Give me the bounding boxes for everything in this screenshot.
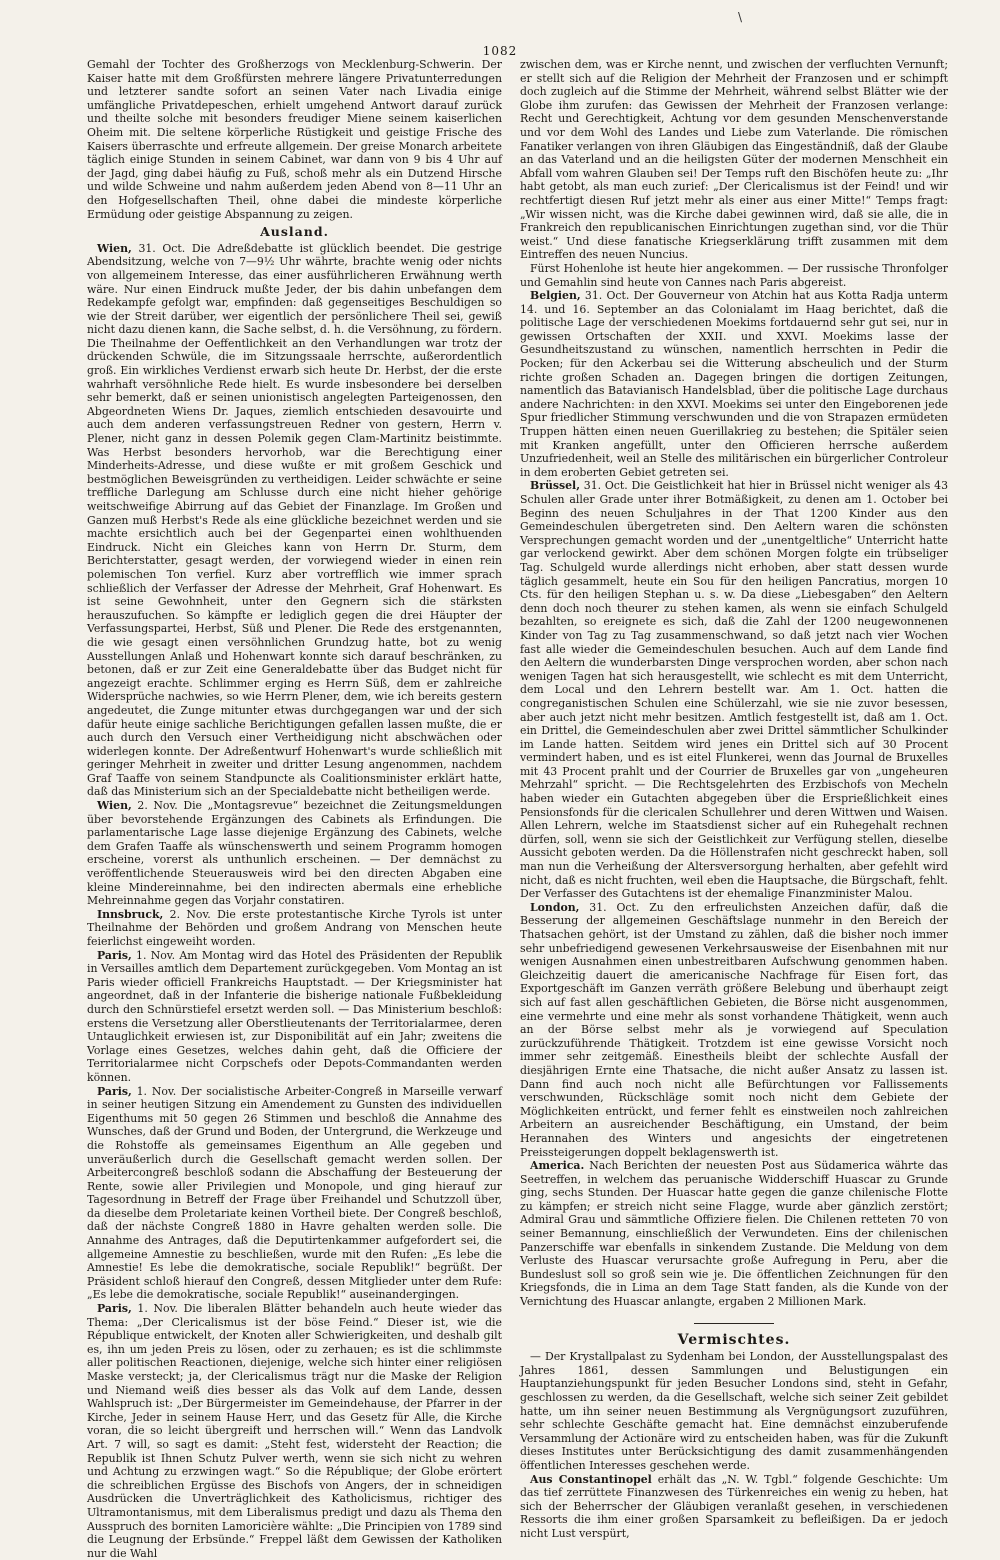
dateline-bruessel: Brüssel, <box>530 479 580 493</box>
article-america <box>520 1159 948 1309</box>
text-wien-1: 31. Oct. Die Adreßdebatte ist glücklich beendet. Die gestrige Abendsitzung, welche von 7—9½ Uhr währte, brachte wenig oder nichts von allgemeinem Interesse, das einer ausführlicheren Erwähnung werth wäre. Nur einen Eindruck mußte Jeder, der bis dahin unbefangen dem Redekampfe gefolgt war, empfinden: daß gegenseitiges Beschuldigen so wie der Streit darüber, wer eigentlich der persönlichere Theil sei, gewiß nicht dazu dienen kann, die Sache selbst, d. h. die Versöhnung, zu fördern. Die Theilnahme der Oeffentlichkeit an den Verhandlungen war trotz der drückenden Schwüle, die im Sitzungssaale herrschte, außerordentlich groß. Ein wirkliches Verdienst erwarb sich heute Dr. Herbst, der die erste wahrhaft versöhnliche Rede hielt. Es wurde insbesondere bei derselben sehr bemerkt, daß er seinen unionistisch angelegten Parteigenossen, den Abgeordneten Wiens Dr. Jaques, ziemlich entschieden desavouirte und auch dem anderen verfassungstreuen Redner von gestern, Herrn v. Plener, nicht ganz in dessen Polemik gegen Clam-Martinitz beistimmte. Was Herbst besonders hervorhob, war die Berechtigung einer Minderheits-Adresse, und diese wußte er mit großem Geschick und bestmöglichen Beweisgründen zu vertheidigen. Leider schwächte er seine treffliche Darlegung am Schlusse durch eine nicht hieher gehörige weitschweifige Abirrung auf das Gebiet der Finanzlage. Im Großen und Ganzen muß Herbst's Rede als eine glückliche bezeichnet werden und sie machte ersichtlich auch bei der Gegenpartei einen wohlthuenden Eindruck. Nicht ein Gleiches kann von Herrn Dr. Sturm, dem Berichterstatter, gesagt werden, der vorwiegend wieder in einen rein polemischen Ton verfiel. Kurz aber vortrefflich wie immer sprach schließlich der Verfasser der Adresse der Mehrheit, Graf Hohenwart. Es ist seine Gewohnheit, unter den Gegnern sich die stärksten herauszufuchen. So kämpfte er lediglich gegen die drei Häupter der Verfassungspartei, Herbst, Süß und Plener. Die Rede des erstgenannten, die wie gesagt einen versöhnlichen Grundzug hatte, bot zu wenig Ausstellungen Anlaß und Hohenwart konnte sich darauf beschränken, zu betonen, daß er zur Zeit eine Generaldebatte über das Budget nicht für angezeigt erachte. Schlimmer erging es Herrn Süß, dem er zahlreiche Widersprüche nachwies, so wie Herrn Plener, dem, wie ich bereits gestern angedeutet, die Zunge mitunter etwas durchgegangen war und der sich dafür heute einige sachliche Berichtigungen gefallen lassen mußte, die er auch durch den Versuch einer Vertheidigung nicht abschwächen oder widerlegen konnte. Der Adreßentwurf Hohenwart's wurde schließlich mit geringer Mehrheit in zweiter und dritter Lesung angenommen, nachdem Graf Taaffe von seinem Standpuncte als Coalitionsminister erklärt hatte, daß das Ministerium sich an der Specialdebatte nicht betheiligen werde. <box>87 241 502 799</box>
text-paris-3: 1. Nov. Die liberalen Blätter behandeln auch heute wieder das Thema: „Der Clericalismus ist der böse Feind.“ Dieser ist, wie die République entwickelt, der Knoten aller Schwierigkeiten, und deshalb gilt es, ihn um jeden Preis zu lösen, oder zu zerhauen; es ist die schlimmste aller politischen Reactionen, diejenige, welche sich hinter einer religiösen Maske versteckt; ja, der Clericalismus trägt nur die Maske der Religion und Niemand weiß dies besser als das Volk auf dem Lande, dessen Wahlspruch ist: „Der Bürgermeister im Gemeindehause, der Pfarrer in der Kirche, Jeder in seinem Hause Herr, und das Gesetz für Alle, die Kirche voran, die so leicht übergreift und herrschen will.“ Wenn das Landvolk Art. 7 will, so sagt es damit: „Steht fest, widersteht der Reaction; die Republik ist Ihnen Schutz Pulver werth, wenn sie sich nicht zu wehren und Achtung zu erzwingen wagt.“ So die République; der Globe erörtert die schreiblichen Ergüsse des Bischofs von Angers, der in schneidigen Ausdrücken die Unverträglichkeit des Katholicismus, richtiger des Ultramontanismus, mit dem Liberalismus predigt und dazu als Thema den Ausspruch des borniten Lamoricière wählte: „Die Principien von 1789 sind die Leugnung der Erbsünde.“ Freppel läßt dem Gewissen der Katholiken nur die Wahl <box>87 1302 502 1560</box>
text-london: 31. Oct. Zu den erfreulichsten Anzeichen dafür, daß die Besserung der allgemeinen Geschäftslage nunmehr in den Bereich der Thatsachen gehört, ist der Umstand zu zählen, daß die bisher noch immer sehr unbefriedigend gewesenen Verkehrsausweise der Eisenbahnen mit nur wenigen Ausnahmen einen unbestreitbaren Aufschwung genommen haben. Gleichzeitig dauert die americanische Nachfrage für Eisen fort, das Exportgeschäft im Ganzen verräth größere Belebung und überhaupt zeigt sich auf fast allen geschäftlichen Gebieten, die Börse nicht ausgenommen, eine vermehrte und eine mehr als sonst vorhandene Thätigkeit, wenn auch an der Börse selbst mehr als je vorwiegend auf Speculation zurückzuführende Thätigkeit. Trotzdem ist eine gewisse Vorsicht noch immer sehr zeitgemäß. Einestheils bleibt der schlechte Ausfall der diesjährigen Ernte eine Thatsache, die nicht außer Ansatz zu lassen ist. Dann find auch noch nicht alle Befürchtungen vor Fallissements verschwunden, Rückschläge somit noch nicht dem Gebiete der Möglichkeiten entrückt, und ferner fehlt es einstweilen noch zahlreichen Arbeitern an ausreichender Beschäftigung, ein Umstand, der beim Herannahen des Winters und angesichts der eingetretenen Preissteigerungen doppelt beklagenswerth ist. <box>520 900 948 1159</box>
paragraph-continuation: zwischen dem, was er Kirche nennt, und zwischen der verfluchten Vernunft; er stellt sich auf die Religion der Mehrheit der Franzosen und er schimpft doch zugleich auf die Stimme der Mehrheit, während selbst Blätter wie der Globe ihm zurufen: das Gewissen der Mehrheit der Franzosen verlange: Recht und Gerechtigkeit, Achtung vor dem gesunden Menschenverstande und vor dem Wohl des Landes und Liebe zum Vaterlande. Die römischen Fanatiker verlangen von ihren Gläubigen das Eingeständniß, daß der Glaube an das Vaterland und an die heiligsten Güter der modernen Menschheit ein Abfall vom wahren Glauben sei! Der Temps ruft den Bischöfen heute zu: „Ihr habt getobt, als man euch zurief: „Der Clericalismus ist der Feind! und wir rechtfertigt diesen Ruf jetzt mehr als einer aus einer Mitte!“ Temps fragt: „Wir wissen nicht, was die Kirche dabei gewinnen wird, daß sie alle, die in Frankreich den republicanischen Einrichtungen zugethan sind, vor die Thür weist.“ Und diese fanatische Kriegserklärung trifft zusammen mit dem Eintreffen des neuen Nuncius. <box>520 58 948 262</box>
paragraph-hohenlohe: Fürst Hohenlohe ist heute hier angekommen. — Der russische Thronfolger und Gemahlin sind heute von Cannes nach Paris abgereist. <box>520 261 948 289</box>
dateline-paris-3: Paris, <box>97 1302 132 1316</box>
dateline-wien-2: Wien, <box>97 799 132 813</box>
article-constantinopel <box>520 1473 948 1541</box>
article-wien-2 <box>87 799 502 908</box>
dateline-america: America. <box>530 1159 585 1173</box>
text-belgien: 31. Oct. Der Gouverneur von Atchin hat aus Kotta Radja unterm 14. und 16. September an das Colonialamt im Haag berichtet, daß die politische Lage der verschiedenen Moekims fortdauernd sehr gut sei, nur in gewissen Ortschaften der XXII. und XXVI. Moekims lasse der Gesundheitszustand zu wünschen, namentlich herrschten in Pedir die Pocken; für den Ackerbau sei die Witterung abscheulich und der Sturm richte großen Schaden an. Dagegen bringen die dortigen Zeitungen, namentlich das Batavianisch Handelsblad, über die politische Lage durchaus andere Nachrichten: in den XXVI. Moekims sei unter den Eingeborenen jede Spur friedlicher Stimmung verschwunden und die von Strapazen ermüdeten Truppen hätten einen neuen Guerillakrieg zu bestehen; die Spitäler seien mit Kranken angefüllt, unter den Officieren herrsche außerdem Unzufriedenheit, weil an Stelle des militärischen ein bürgerlicher Controleur in dem eroberten Gebiet getreten sei. <box>520 289 948 479</box>
dateline-paris-2: Paris, <box>97 1084 132 1098</box>
text-constantinopel: erhält das „N. W. Tgbl.“ folgende Geschichte: Um das tief zerrüttete Finanzwesen des Türkenreiches ein wenig zu heben, hat sich der Beherrscher der Gläubigen veranlaßt gesehen, in verschiedenen Ressorts die ihm einer großen Sparsamkeit zu befleißigen. Da er jedoch nicht Lust verspürt, <box>520 1472 949 1540</box>
text-paris-2: 1. Nov. Der socialistische Arbeiter-Congreß in Marseille verwarf in seiner heutigen Sitzung ein Amendement zu Gunsten des individuellen Eigenthums mit 50 gegen 26 Stimmen und beschloß die Annahme des Wunsches, daß der Grund und Boden, der Untergrund, die Werkzeuge und die Rohstoffe als gemeinsames Eigenthum an Alle gegeben und unveräußerlich durch die Gesellschaft gemacht werden sollen. Der Arbeitercongreß beschloß sodann die Abschaffung der Besteuerung der Rente, sowie aller Privilegien und Monopole, und ging hierauf zur Tagesordnung in Betreff der Frage über Freihandel und Schutzzoll über, da dieselbe dem Proletariate keinen Vortheil biete. Der Congreß beschloß, daß der nächste Congreß 1880 in Havre gehalten werden solle. Die Annahme des Antrages, daß die Deputirtenkammer aufgefordert sei, die allgemeine Amnestie zu beschließen, wurde mit den Rufen: „Es lebe die Amnestie! Es lebe die demokratische, sociale Republik!“ begrüßt. Der Präsident schloß hierauf den Congreß, dessen Mitglieder unter dem Rufe: „Es lebe die demokratische, sociale Republik!“ auseinandergingen. <box>87 1084 502 1302</box>
article-paris-1 <box>87 949 502 1085</box>
right-column <box>520 58 949 1540</box>
dateline-paris-1: Paris, <box>97 948 132 962</box>
article-belgien <box>520 289 948 479</box>
page-number: 1082 <box>482 44 518 58</box>
article-wien-1 <box>87 242 502 799</box>
article-london <box>520 901 948 1159</box>
paragraph-grossfuerst: Gemahl der Tochter des Großherzogs von Mecklenburg-Schwerin. Der Kaiser hatte mit dem Großfürsten mehrere längere Privatunterredungen und letzterer sandte sofort an seinen Vater nach Livadia einige umfängliche Privatdepeschen, erhielt umgehend Antwort darauf zurück und theilte solche mit besonders freudiger Miene seinem kaiserlichen Oheim mit. Die seltene körperliche Rüstigkeit und geistige Frische des Kaisers überraschte und erfreute allgemein. Der greise Monarch arbeitete täglich einige Stunden in seinem Cabinet, war dann von 9 bis 4 Uhr auf der Jagd, ging dabei häufig zu Fuß, schoß mehr als ein Dutzend Hirsche und wilde Schweine und nahm außerdem jeden Abend von 8—11 Uhr an den Hofgesellschaften Theil, ohne dabei die mindeste körperliche Ermüdung oder geistige Abspannung zu zeigen. <box>87 58 502 221</box>
dateline-wien-1: Wien, <box>97 241 132 255</box>
dateline-innsbruck: Innsbruck, <box>97 907 164 921</box>
text-wien-2: 2. Nov. Die „Montagsrevue“ bezeichnet die Zeitungsmeldungen über bevorstehende Ergänzungen des Cabinets als Erfindungen. Die parlamentarische Lage lasse diejenige Ergänzung des Cabinets, welche dem Grafen Taaffe als wünschenswerth und seinem Programm homogen erscheine, vorerst als unthunlich erscheinen. — Der demnächst zu veröffentlichende Steuerausweis wird bei den directen Abgaben eine kleine Mindereinnahme, bei den indirecten abermals eine erhebliche Mehreinnahme gegen das Vorjahr constatiren. <box>87 799 502 908</box>
dateline-belgien: Belgien, <box>530 289 581 303</box>
article-paris-2 <box>87 1085 502 1303</box>
section-divider <box>694 1323 774 1324</box>
article-bruessel <box>520 479 948 900</box>
article-innsbruck <box>87 908 502 949</box>
heading-vermischtes: Vermischtes. <box>677 1331 791 1348</box>
text-paris-1: 1. Nov. Am Montag wird das Hotel des Präsidenten der Republik in Versailles amtlich dem Departement zurückgegeben. Vom Montag an ist Paris wieder officiell Frankreichs Hauptstadt. — Der Kriegsminister hat angeordnet, daß in der Infanterie die bisherige nationale Fußbekleidung durch den Schnürstiefel ersetzt werden soll. — Das Ministerium beschloß: erstens die Versetzung aller Oberstlieutenants der Territorialarmee, deren Untauglichkeit erwiesen ist, zur Disponibilität auf ein Jahr; zweitens die Vorlage eines Gesetzes, welches dahin geht, daß die Officiere der Territorialarmee nicht Corpschefs oder Depots-Commandanten werden können. <box>87 948 502 1084</box>
text-bruessel: 31. Oct. Die Geistlichkeit hat hier in Brüssel nicht weniger als 43 Schulen aller Grade unter ihrer Botmäßigkeit, zu denen am 1. October bei Beginn des neuen Schuljahres in der That 1200 Kinder aus den Gemeindeschulen übergetreten sind. Den Aeltern waren die schönsten Versprechungen gemacht worden und der „unentgeltliche“ Unterricht hatte gar verlockend gewirkt. Aber dem schönen Morgen folgte ein trübseliger Tag. Schulgeld wurde allerdings nicht erhoben, aber statt dessen wurde täglich gesammelt, heute ein Sou für den heiligen Pancratius, morgen 10 Cts. für den heiligen Stephan u. s. w. Da diese „Liebesgaben“ den Aeltern denn doch noch theurer zu stehen kamen, als wenn sie einfach Schulgeld bezahlten, so ereignete es sich, daß die Zahl der 1200 neugewonnenen Kinder von Tag zu Tag zusammenschwand, so daß jetzt nach vier Wochen fast alle wieder die Gemeindeschulen besuchen. Auch auf dem Lande find den Aeltern die wunderbarsten Dinge versprochen worden, aber schon nach wenigen Tagen hat sich herausgestellt, wie schlecht es mit dem Unterricht, dem Local und den Lehrern bestellt war. Am 1. Oct. hatten die congreganistischen Schulen eine Schülerzahl, wie sie nie zuvor besessen, aber auch jetzt nicht mehr besitzen. Amtlich festgestellt ist, daß am 1. Oct. ein Drittel, die Gemeindeschulen aber zwei Drittel sämmtlicher Schulkinder im Lande hatten. Seitdem wird jenes ein Drittel sich auf 30 Procent vermindert haben, und es ist eitel Flunkerei, wenn das Journal de Bruxelles mit 43 Procent prahlt und der Courrier de Bruxelles gar von „ungeheuren Mehrzahl“ spricht. — Die Rechtsgelehrten des Erzbischofs von Mecheln haben wieder ein Gutachten abgegeben über die Ersprießlichkeit eines Pensionsfonds für die clericalen Schullehrer und deren Wittwen und Waisen. Allen Lehrern, welche im Staatsdienst sicher auf ein Ruhegehalt rechnen dürfen, soll, wenn sie sich der Geistlichkeit zur Verfügung stellen, dieselbe Aussicht geboten werden. Da die Höllenstrafen nicht geschreckt haben, soll man nun die Verheißung der Altersversorgung herhalten, aber gefehlt wird nicht, daß es nicht fruchten, weil eben die Hauptsache, die Bürgschaft, fehlt. Der Verfasser des Gutachtens ist der ehemalige Finanzminister Malou. <box>520 479 948 901</box>
heading-ausland: Ausland. <box>260 224 329 240</box>
corner-mark: \ <box>738 10 743 24</box>
dateline-london: London, <box>530 900 580 914</box>
dateline-constantinopel: Aus Constantinopel <box>530 1472 652 1486</box>
article-paris-3 <box>87 1302 502 1560</box>
left-column <box>87 58 502 1560</box>
text-america: Nach Berichten der neuesten Post aus Südamerica währte das Seetreffen, in welchem das peruanische Widderschiff Huascar zu Grunde ging, sechs Stunden. Der Huascar hatte gegen die ganze chilenische Flotte zu kämpfen; er streich nicht seine Flagge, wurde aber gänzlich zerstört; Admiral Grau und sämmtliche Offiziere fielen. Die Chilenen retteten 70 von seiner Bemannung, einschließlich der Verwundeten. Eins der chilenischen Panzerschiffe war ebenfalls in sinkendem Zustande. Die Meldung von dem Verluste des Huascar verursachte große Aufregung in Peru, aber die Bundeslust soll so groß sein wie je. Die öffentlichen Zeichnungen für den Kriegsfonds, die in Lima an dem Tage Statt fanden, als die Kunde von der Vernichtung des Huascar anlangte, ergaben 2 Millionen Mark. <box>520 1159 948 1309</box>
article-krystallpalast: — Der Krystallpalast zu Sydenham bei London, der Ausstellungspalast des Jahres 1861, dessen Sammlungen und Belustigungen ein Hauptanziehungspunkt für jeden Besucher Londons sind, steht in Gefahr, geschlossen zu werden, da die Gesellschaft, welche sich seiner Zeit gebildet hatte, um ihn seiner neuen Bestimmung als Vergnügungsort zuzuführen, sehr schlechte Geschäfte gemacht hat. Eine demnächst einzuberufende Versammlung der Actionäre wird zu entscheiden haben, was für die Zukunft dieses Institutes unter Berücksichtigung des damit zusammenhängenden öffentlichen Interesses geschehen werde. <box>520 1350 948 1472</box>
text-innsbruck: 2. Nov. Die erste protestantische Kirche Tyrols ist unter Theilnahme der Behörden und großem Andrang von Menschen heute feierlichst eingeweiht worden. <box>87 907 502 948</box>
